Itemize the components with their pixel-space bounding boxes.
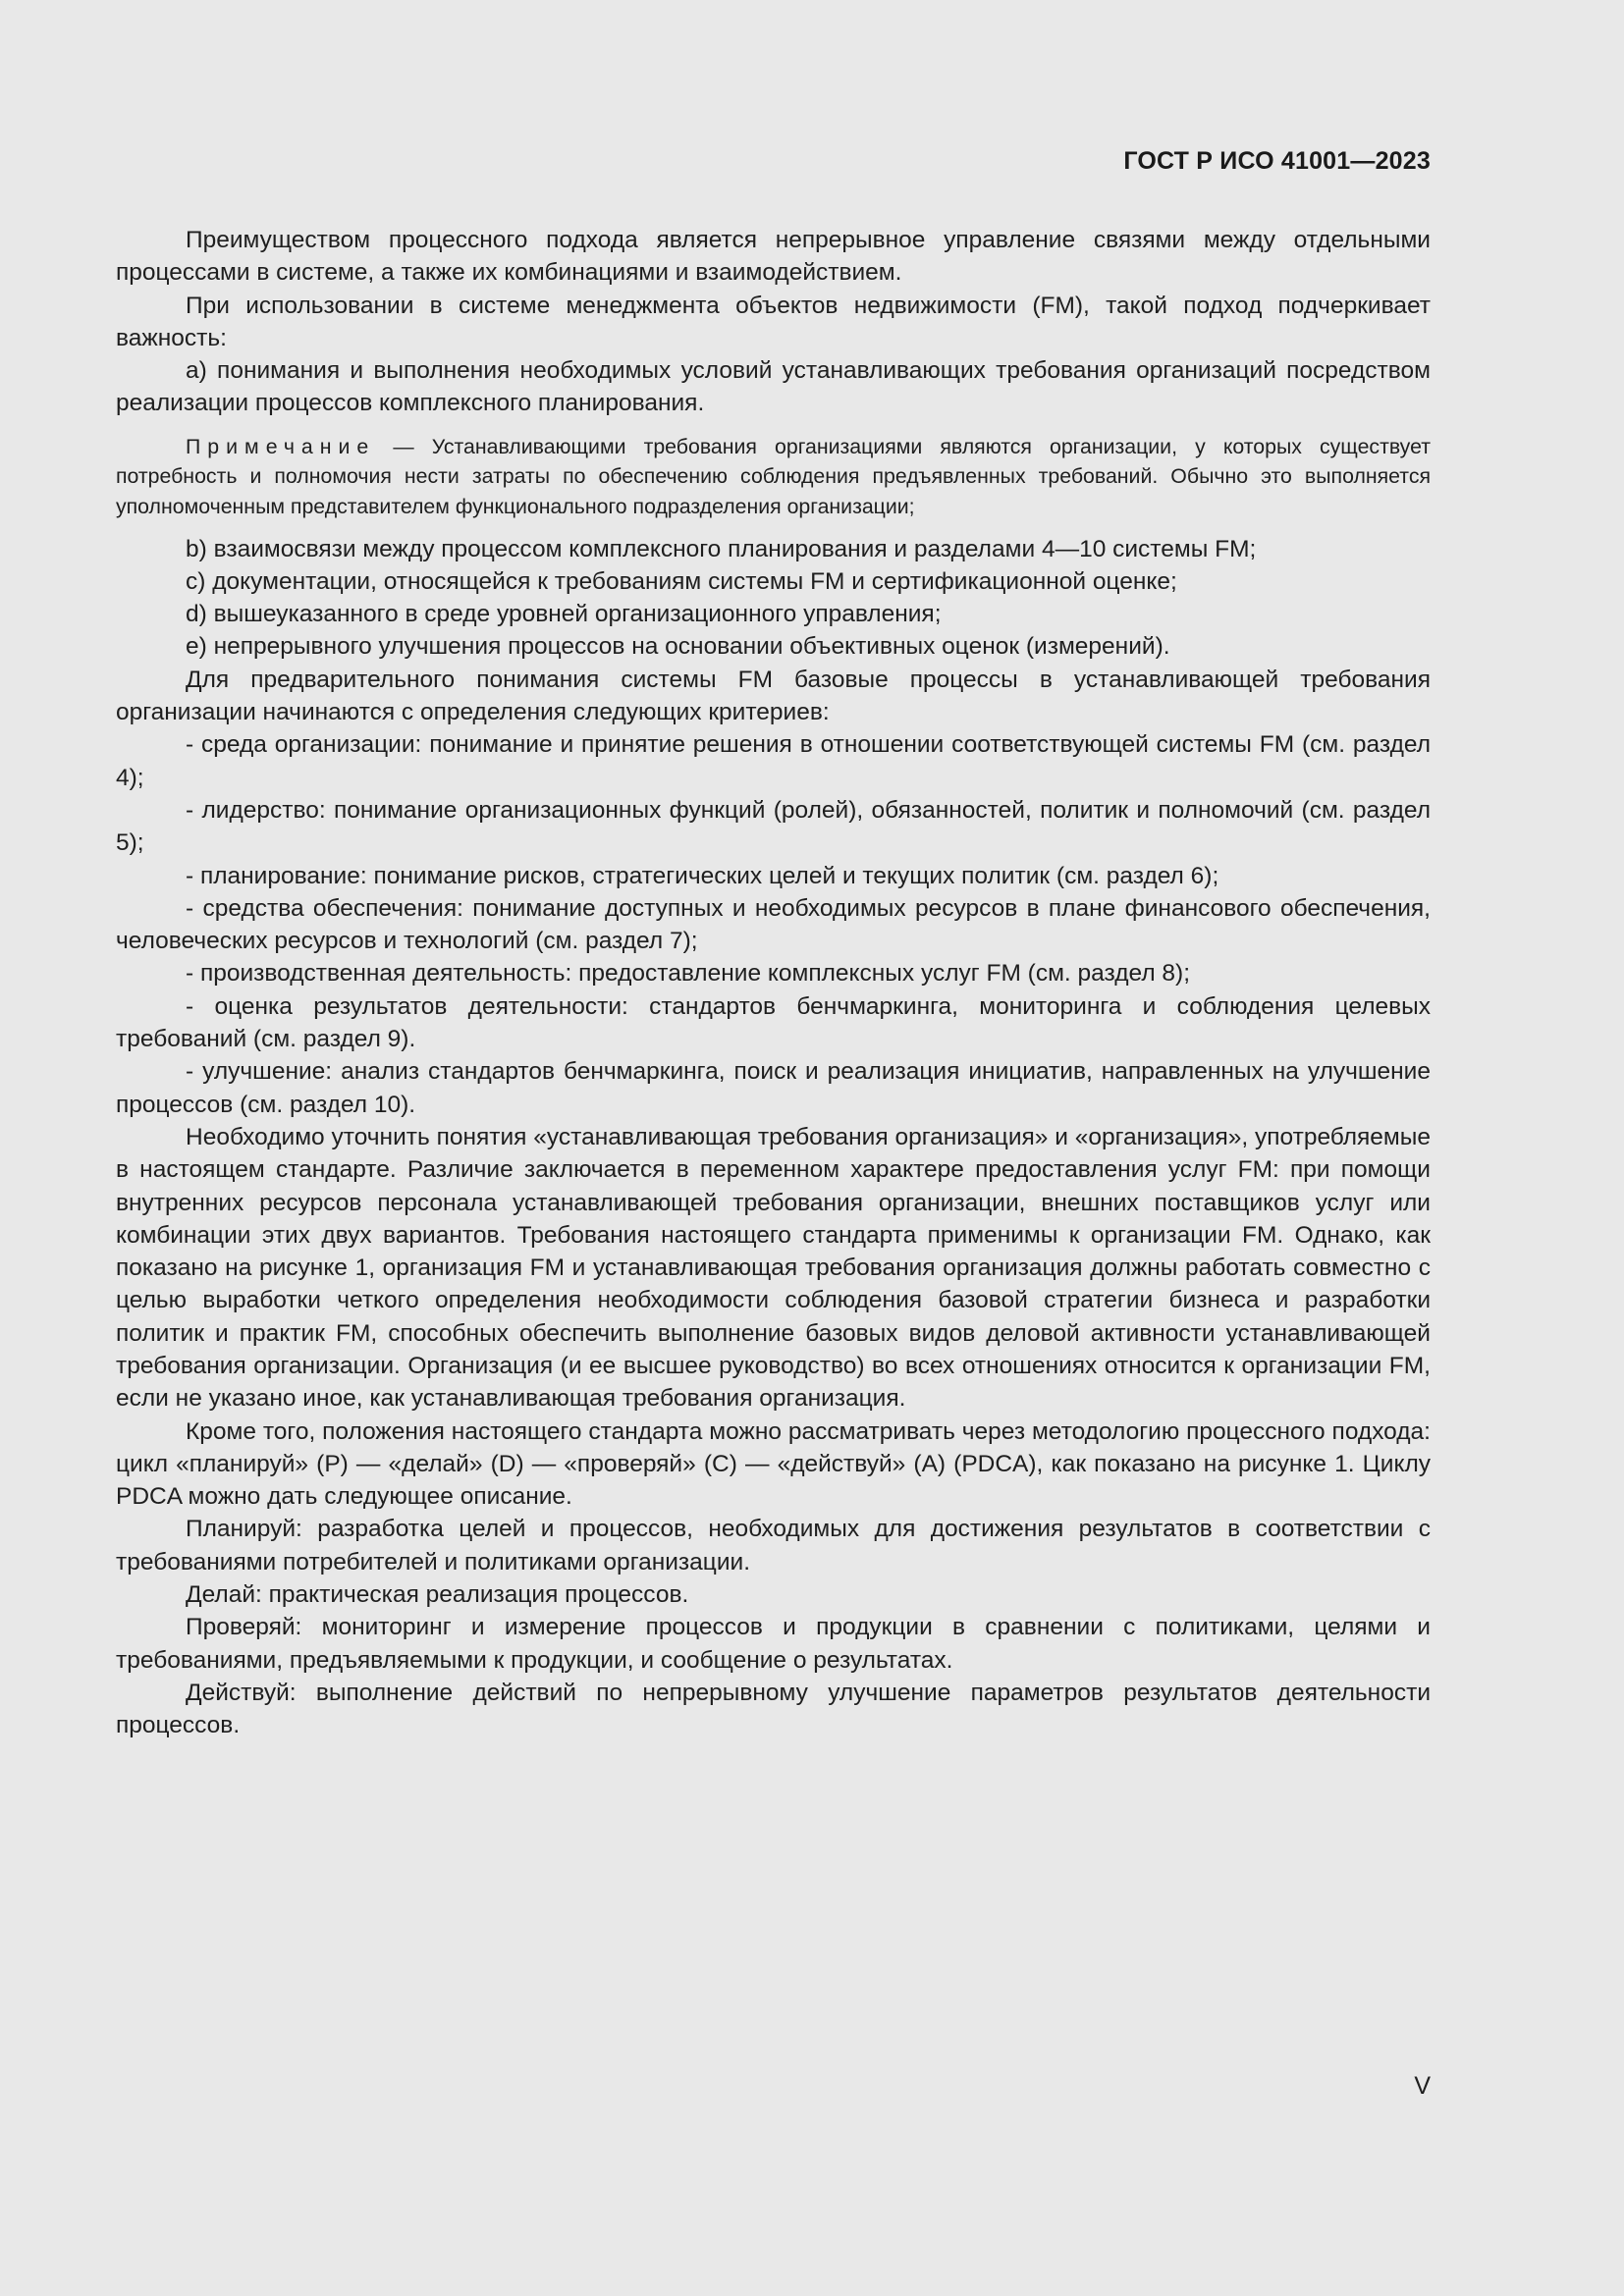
paragraph-criteria-intro: Для предварительного понимания системы FM базовые процессы в устанавливающей требования организации начинаются с определения следующих критериев: [116,666,1431,726]
list-item-a: а) понимания и выполнения необходимых условий устанавливающих требования организаций посредством реализации процессов комплексного планирования. [116,357,1431,417]
list-item-e: e) непрерывного улучшения процессов на основании объективных оценок (измерений). [186,633,1170,661]
criteria-planning: - планирование: понимание рисков, стратегических целей и текущих политик (см. раздел 6); [186,862,1219,889]
paragraph-organization-definition: Необходимо уточнить понятия «устанавливающая требования организация» и «организация», употребляемые в настоящем стандарте. Различие заключается в переменном характере предоставления услуг FM: при помощи внутренних ресурсов персонала устанавливающей требования организации, внешних поставщиков услуг или комбинации этих двух вариантов. Требования настоящего стандарта применимы к организации FM. Однако, как показано на рисунке 1, организация FM и устанавливающая требования организация должны работать совместно с целью выработки четкого определения необходимости соблюдения базовой стратегии бизнеса и разработки политик и практик FM, способных обеспечить выполнение базовых видов деловой активности устанавливающей требования организации. Организация (и ее высшее руководство) во всех отношениях относится к организации FM, если не указано иное, как устанавливающая требования организация. [116,1123,1431,1413]
list-item-d: d) вышеуказанного в среде уровней организационного управления; [186,601,942,628]
document-body [116,224,1431,1742]
note-label: Примечание [186,434,376,458]
criteria-improvement: - улучшение: анализ стандартов бенчмаркинга, поиск и реализация инициатив, направленных на улучшение процессов (см. раздел 10). [116,1058,1431,1118]
criteria-performance-evaluation: - оценка результатов деятельности: стандартов бенчмаркинга, мониторинга и соблюдения целевых требований (см. раздел 9). [116,992,1431,1053]
criteria-support: - средства обеспечения: понимание доступных и необходимых ресурсов в плане финансового обеспечения, человеческих ресурсов и технологий (см. раздел 7); [116,894,1431,955]
criteria-context: - среда организации: понимание и принятие решения в отношении соответствующей системы FM (см. раздел 4); [116,731,1431,791]
pdca-do: Делай: практическая реализация процессов. [186,1581,689,1609]
pdca-plan: Планируй: разработка целей и процессов, необходимых для достижения результатов в соответствии с требованиями потребителей и политиками организации. [116,1516,1431,1575]
paragraph-process-approach: Преимуществом процессного подхода является непрерывное управление связями между отдельными процессами в системе, а также их комбинациями и взаимодействием. [116,227,1431,287]
pdca-act: Действуй: выполнение действий по непрерывному улучшение параметров результатов деятельности процессов. [116,1679,1431,1739]
note-dash: — [375,434,432,458]
page-number: V [1414,2072,1431,2100]
paragraph-pdca-cycle: Кроме того, положения настоящего стандарта можно рассматривать через методологию процессного подхода: цикл «планируй» (Р) — «делай» (D) — «проверяй» (С) — «действуй» (А) (PDCA), как показано на рисунке 1. Циклу PDCA можно дать следующее описание. [116,1417,1431,1511]
criteria-leadership: - лидерство: понимание организационных функций (ролей), обязанностей, политик и полномочий (см. раздел 5); [116,796,1431,857]
document-header: ГОСТ Р ИСО 41001—2023 [1123,147,1431,175]
list-item-c: c) документации, относящейся к требованиям системы FM и сертификационной оценке; [186,567,1177,595]
note [116,432,1431,522]
criteria-operation: - производственная деятельность: предоставление комплексных услуг FM (см. раздел 8); [186,960,1191,988]
list-item-b: b) взаимосвязи между процессом комплексного планирования и разделами 4—10 системы FM; [186,535,1257,562]
pdca-check: Проверяй: мониторинг и измерение процессов и продукции в сравнении с политиками, целями и требованиями, предъявляемыми к продукции, и сообщение о результатах. [116,1614,1431,1674]
paragraph-fm-importance: При использовании в системе менеджмента объектов недвижимости (FM), такой подход подчеркивает важность: [116,292,1431,351]
note-text: Устанавливающими требования организациями являются организации, у которых существует потребность и полномочия нести затраты по обеспечению соблюдения предъявленных требований. Обычно это выполняется уполномоченным представителем функционального подразделения организации; [116,434,1431,518]
